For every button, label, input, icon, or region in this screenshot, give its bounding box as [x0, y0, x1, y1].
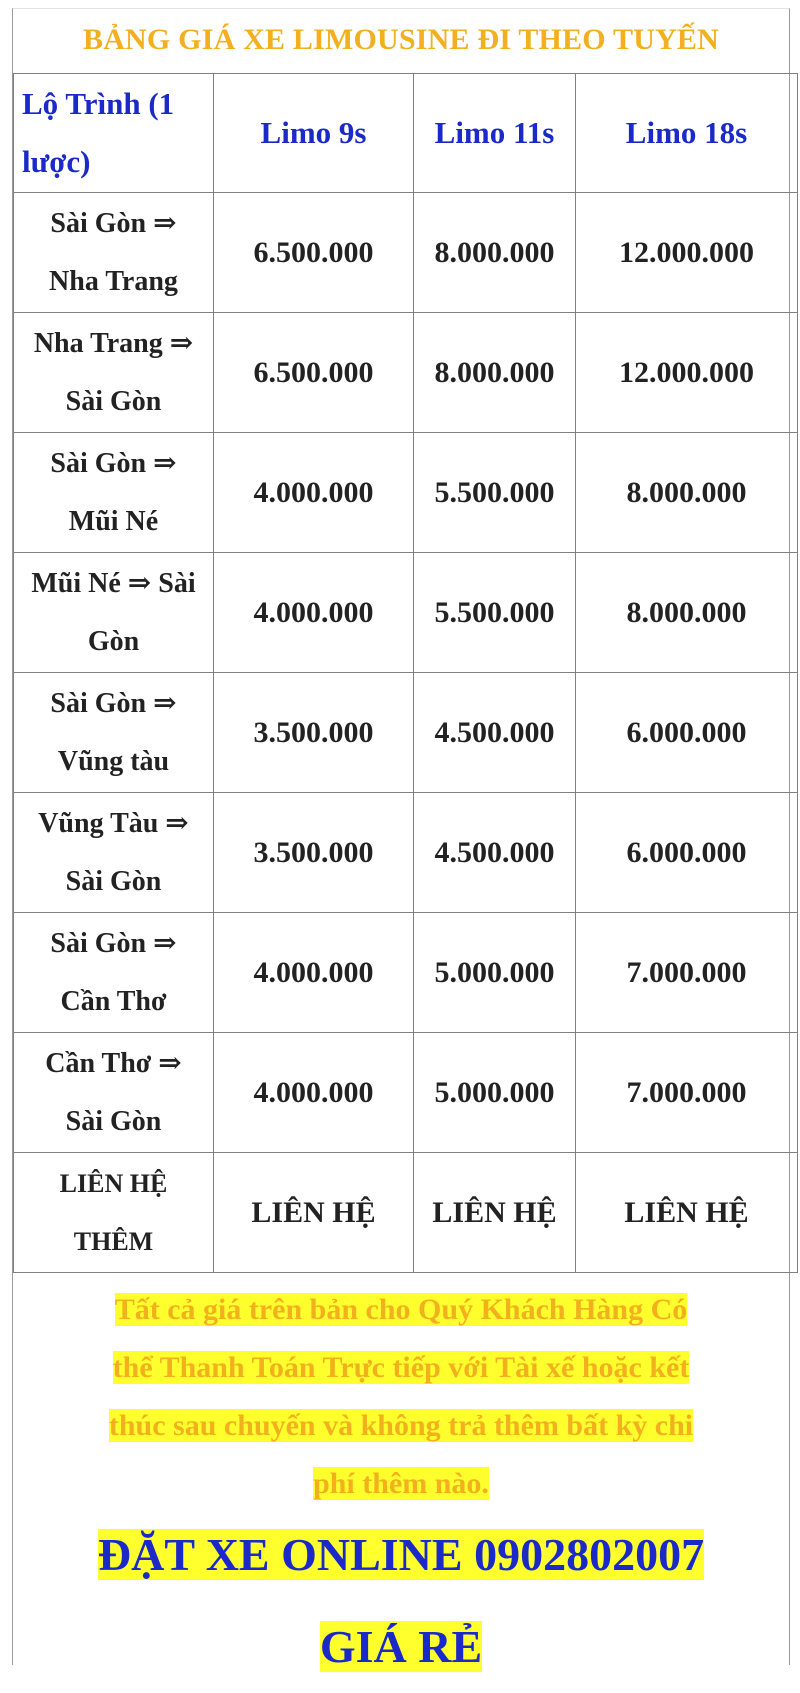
header-route-line2: lược)	[22, 144, 91, 179]
route-line2: Cần Thơ	[60, 985, 167, 1017]
route-cell	[14, 313, 214, 433]
route-line2: Sài Gòn	[65, 1105, 162, 1137]
note-line4: phí thêm nào.	[313, 1467, 489, 1500]
price-limo11: 8.000.000	[414, 313, 576, 433]
route-line1: Sài Gòn ⇒	[50, 207, 177, 239]
price-limo11: 4.500.000	[414, 673, 576, 793]
route-line2: Vũng tàu	[57, 745, 170, 777]
route-cell	[14, 673, 214, 793]
price-limo11: 4.500.000	[414, 793, 576, 913]
table-header-row	[14, 74, 798, 193]
route-line2: Mũi Né	[68, 505, 159, 537]
table-row-contact	[14, 1153, 798, 1273]
header-limo18: Limo 18s	[576, 74, 798, 193]
price-limo18: 12.000.000	[576, 313, 798, 433]
contact-limo9: LIÊN HỆ	[214, 1153, 414, 1273]
price-limo18: 7.000.000	[576, 913, 798, 1033]
price-limo9: 4.000.000	[214, 913, 414, 1033]
contact-limo18: LIÊN HỆ	[576, 1153, 798, 1273]
header-route-line1: Lộ Trình (1	[22, 86, 175, 121]
route-cell	[14, 553, 214, 673]
header-limo9: Limo 9s	[214, 74, 414, 193]
price-limo9: 4.000.000	[214, 1033, 414, 1153]
note-line3: thúc sau chuyến và không trả thêm bất kỳ chi	[108, 1409, 694, 1442]
header-route	[14, 74, 214, 193]
route-line1: Sài Gòn ⇒	[50, 687, 177, 719]
price-table	[13, 73, 798, 1273]
table-row	[14, 193, 798, 313]
table-row	[14, 433, 798, 553]
price-limo18: 8.000.000	[576, 433, 798, 553]
price-limo9: 3.500.000	[214, 673, 414, 793]
price-limo9: 4.000.000	[214, 553, 414, 673]
cta-cheap-line: GIÁ RẺ	[319, 1621, 483, 1672]
price-limo9: 4.000.000	[214, 433, 414, 553]
route-line2: Sài Gòn	[65, 865, 162, 897]
cta-phone-line[interactable]: ĐẶT XE ONLINE 0902802007	[97, 1529, 705, 1580]
payment-note	[13, 1281, 789, 1513]
route-cell	[14, 913, 214, 1033]
route-line1: Sài Gòn ⇒	[50, 927, 177, 959]
contact-limo11: LIÊN HỆ	[414, 1153, 576, 1273]
route-cell	[14, 433, 214, 553]
booking-cta	[13, 1509, 789, 1693]
note-line2: thể Thanh Toán Trực tiếp với Tài xế hoặc kết	[112, 1351, 690, 1384]
price-limo18: 6.000.000	[576, 673, 798, 793]
price-board	[12, 8, 790, 1672]
note-line1: Tất cả giá trên bản cho Quý Khách Hàng Có	[114, 1293, 688, 1326]
header-limo11: Limo 11s	[414, 74, 576, 193]
table-row	[14, 1033, 798, 1153]
price-limo11: 5.000.000	[414, 913, 576, 1033]
price-limo18: 12.000.000	[576, 193, 798, 313]
route-line1: Vũng Tàu ⇒	[38, 807, 189, 839]
route-line1: Nha Trang ⇒	[33, 327, 194, 359]
route-line2: THÊM	[73, 1226, 154, 1256]
route-line1: Mũi Né ⇒ Sài	[31, 567, 196, 599]
page-title: BẢNG GIÁ XE LIMOUSINE ĐI THEO TUYẾN	[82, 23, 720, 56]
route-line1: Cần Thơ ⇒	[45, 1047, 182, 1079]
table-row	[14, 913, 798, 1033]
price-limo9: 3.500.000	[214, 793, 414, 913]
price-limo11: 5.000.000	[414, 1033, 576, 1153]
route-cell	[14, 1033, 214, 1153]
price-limo18: 8.000.000	[576, 553, 798, 673]
price-limo11: 5.500.000	[414, 433, 576, 553]
route-line1: LIÊN HỆ	[59, 1168, 168, 1198]
route-cell	[14, 793, 214, 913]
route-line2: Gòn	[87, 625, 140, 657]
price-limo9: 6.500.000	[214, 193, 414, 313]
route-cell	[14, 193, 214, 313]
route-line1: Sài Gòn ⇒	[50, 447, 177, 479]
table-row	[14, 553, 798, 673]
price-limo11: 8.000.000	[414, 193, 576, 313]
table-row	[14, 313, 798, 433]
price-limo18: 7.000.000	[576, 1033, 798, 1153]
price-limo11: 5.500.000	[414, 553, 576, 673]
table-row	[14, 793, 798, 913]
route-cell	[14, 1153, 214, 1273]
price-limo9: 6.500.000	[214, 313, 414, 433]
route-line2: Nha Trang	[49, 265, 178, 297]
table-row	[14, 673, 798, 793]
route-line2: Sài Gòn	[65, 385, 162, 417]
price-limo18: 6.000.000	[576, 793, 798, 913]
